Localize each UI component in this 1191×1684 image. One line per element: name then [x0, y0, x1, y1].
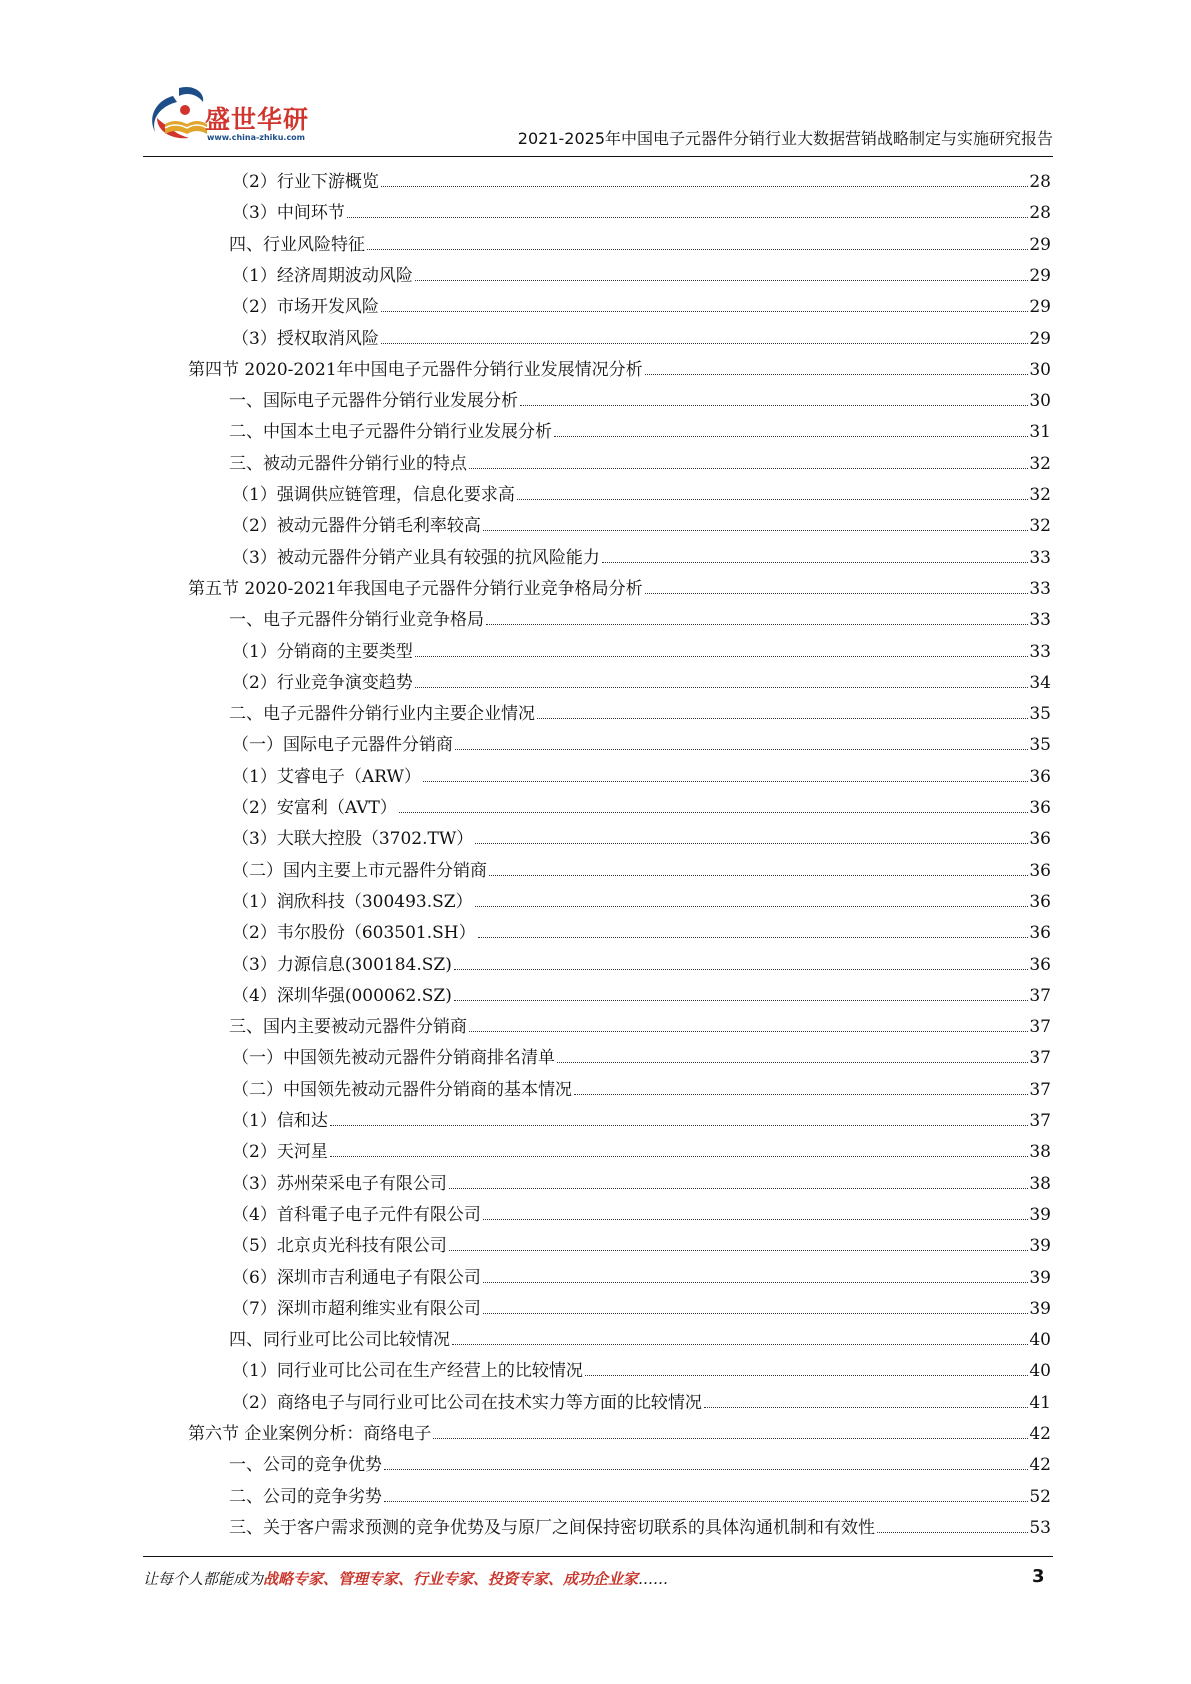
toc-dot-leader — [475, 906, 1029, 907]
toc-entry-page: 39 — [1029, 1236, 1051, 1257]
toc-dot-leader — [486, 624, 1028, 625]
toc-entry-page: 40 — [1029, 1330, 1051, 1351]
toc-entry-page: 53 — [1029, 1517, 1051, 1538]
report-title: 2021-2025年中国电子元器件分销行业大数据营销战略制定与实施研究报告 — [517, 129, 1053, 148]
toc-entry-title: （1）分销商的主要类型 — [232, 641, 413, 662]
toc-dot-leader — [483, 1313, 1029, 1314]
toc-entry-page: 41 — [1029, 1392, 1051, 1413]
toc-entry-title: （1）同行业可比公司在生产经营上的比较情况 — [232, 1361, 583, 1382]
logo-name: 盛世华研 — [205, 105, 310, 134]
toc-entry[interactable] — [232, 1383, 1051, 1414]
toc-dot-leader — [381, 343, 1029, 344]
toc-dot-leader — [877, 1532, 1028, 1533]
toc-dot-leader — [415, 280, 1029, 281]
toc-entry[interactable] — [232, 1195, 1051, 1226]
toc-dot-leader — [449, 1250, 1029, 1251]
toc-entry[interactable] — [232, 256, 1051, 287]
toc-dot-leader — [330, 1125, 1029, 1126]
toc-entry[interactable] — [232, 632, 1051, 663]
toc-dot-leader — [520, 405, 1028, 406]
toc-dot-leader — [489, 875, 1028, 876]
toc-entry[interactable] — [232, 287, 1051, 318]
toc-dot-leader — [554, 436, 1028, 437]
toc-entry-title: （2）被动元器件分销毛利率较高 — [232, 516, 481, 537]
toc-entry-page: 37 — [1029, 1048, 1051, 1069]
toc-entry[interactable] — [229, 694, 1051, 725]
toc-entry[interactable] — [232, 976, 1051, 1007]
toc-entry[interactable] — [229, 225, 1051, 256]
toc-entry-title: 一、电子元器件分销行业竞争格局 — [229, 610, 484, 631]
slogan-highlight: 战略专家、管理专家、行业专家、投资专家、成功企业家 — [263, 1570, 639, 1588]
toc-dot-leader — [645, 374, 1029, 375]
toc-dot-leader — [602, 562, 1029, 563]
toc-entry-title: （3）力源信息(300184.SZ) — [232, 954, 452, 975]
toc-dot-leader — [399, 812, 1028, 813]
toc-entry[interactable] — [232, 1351, 1051, 1382]
toc-entry-page: 39 — [1029, 1298, 1051, 1319]
toc-entry[interactable] — [188, 569, 1051, 600]
toc-dot-leader — [483, 1282, 1029, 1283]
toc-entry[interactable] — [232, 475, 1051, 506]
page-number: 3 — [1032, 1566, 1045, 1587]
toc-entry-page: 36 — [1029, 891, 1051, 912]
toc-dot-leader — [381, 311, 1029, 312]
toc-entry[interactable] — [229, 1508, 1051, 1539]
logo-url: www.china-zhiku.com — [207, 133, 306, 142]
toc-entry-title: （5）北京贞光科技有限公司 — [232, 1236, 447, 1257]
toc-entry-title: （二）中国领先被动元器件分销商的基本情况 — [232, 1079, 572, 1100]
toc-dot-leader — [330, 1156, 1029, 1157]
toc-entry-title: 四、同行业可比公司比较情况 — [229, 1330, 450, 1351]
toc-entry-page: 35 — [1029, 704, 1051, 725]
toc-entry[interactable] — [232, 319, 1051, 350]
toc-entry-title: 第五节 2020-2021年我国电子元器件分销行业竞争格局分析 — [188, 578, 643, 599]
toc-entry-page: 38 — [1029, 1142, 1051, 1163]
toc-dot-leader — [454, 969, 1029, 970]
toc-dot-leader — [449, 1188, 1029, 1189]
toc-entry[interactable] — [229, 1320, 1051, 1351]
toc-entry-page: 36 — [1029, 766, 1051, 787]
toc-entry-title: （7）深圳市超利维实业有限公司 — [232, 1298, 481, 1319]
toc-entry-page: 28 — [1029, 172, 1051, 192]
toc-entry[interactable] — [188, 350, 1051, 381]
toc-dot-leader — [557, 1062, 1028, 1063]
toc-entry-page: 33 — [1029, 578, 1051, 599]
toc-entry-title: （3）授权取消风险 — [232, 328, 379, 349]
toc-entry-title: （1）润欣科技（300493.SZ） — [232, 891, 473, 912]
toc-dot-leader — [381, 186, 1029, 187]
toc-dot-leader — [452, 1344, 1028, 1345]
toc-dot-leader — [367, 249, 1028, 250]
toc-entry[interactable] — [229, 444, 1051, 475]
toc-entry[interactable] — [229, 600, 1051, 631]
toc-entry-title: 第四节 2020-2021年中国电子元器件分销行业发展情况分析 — [188, 359, 643, 380]
toc-entry[interactable] — [232, 1132, 1051, 1163]
toc-dot-leader — [483, 530, 1029, 531]
toc-entry[interactable] — [232, 882, 1051, 913]
toc-dot-leader — [384, 1501, 1028, 1502]
toc-entry[interactable] — [232, 851, 1051, 882]
toc-entry-page: 36 — [1029, 798, 1051, 818]
toc-entry-title: （2）行业竞争演变趋势 — [232, 672, 413, 693]
toc-entry-title: （1）强调供应链管理，信息化要求高 — [232, 485, 515, 505]
toc-entry[interactable] — [232, 913, 1051, 944]
toc-entry[interactable] — [229, 1477, 1051, 1508]
toc-entry-page: 33 — [1029, 610, 1051, 631]
toc-dot-leader — [415, 687, 1029, 688]
toc-entry-page: 36 — [1029, 923, 1051, 944]
toc-entry-title: （2）行业下游概览 — [232, 172, 379, 192]
toc-entry-page: 38 — [1029, 1173, 1051, 1194]
toc-entry-title: （6）深圳市吉利通电子有限公司 — [232, 1267, 481, 1288]
toc-entry[interactable] — [232, 162, 1051, 193]
toc-entry[interactable] — [232, 1289, 1051, 1320]
toc-entry-page: 37 — [1029, 1079, 1051, 1100]
toc-entry-title: （一）中国领先被动元器件分销商排名清单 — [232, 1048, 555, 1069]
toc-entry[interactable] — [232, 788, 1051, 819]
toc-dot-leader — [415, 656, 1029, 657]
toc-dot-leader — [645, 593, 1029, 594]
toc-entry[interactable] — [232, 538, 1051, 569]
toc-entry[interactable] — [232, 1038, 1051, 1069]
toc-entry-page: 31 — [1029, 422, 1051, 443]
toc-entry-page: 34 — [1029, 672, 1051, 693]
toc-entry-title: 第六节 企业案例分析：商络电子 — [188, 1424, 432, 1444]
toc-entry[interactable] — [232, 1164, 1051, 1195]
toc-entry-page: 32 — [1029, 485, 1051, 505]
toc-entry-page: 28 — [1029, 203, 1051, 224]
toc-dot-leader — [433, 1438, 1028, 1439]
toc-entry-title: （1）经济周期波动风险 — [232, 265, 413, 286]
toc-dot-leader — [347, 217, 1029, 218]
toc-entry-title: 一、国际电子元器件分销行业发展分析 — [229, 391, 518, 412]
toc-entry-page: 42 — [1029, 1455, 1051, 1476]
toc-dot-leader — [478, 937, 1029, 938]
footer-divider — [143, 1556, 1053, 1557]
toc-entry[interactable] — [188, 1414, 1051, 1445]
toc-entry[interactable] — [232, 1101, 1051, 1132]
toc-entry-page: 35 — [1029, 735, 1051, 756]
page-header — [0, 0, 1191, 160]
toc-entry-page: 36 — [1029, 954, 1051, 975]
toc-entry-page: 39 — [1029, 1267, 1051, 1288]
toc-entry-title: 二、公司的竞争劣势 — [229, 1486, 382, 1507]
toc-entry[interactable] — [229, 1445, 1051, 1476]
toc-entry[interactable] — [232, 663, 1051, 694]
toc-dot-leader — [454, 1000, 1029, 1001]
toc-entry[interactable] — [232, 506, 1051, 537]
toc-entry-page: 29 — [1029, 328, 1051, 349]
toc-entry-page: 36 — [1029, 829, 1051, 850]
toc-entry-title: （2）商络电子与同行业可比公司在技术实力等方面的比较情况 — [232, 1392, 702, 1413]
header-divider — [143, 156, 1053, 157]
toc-entry-title: （3）中间环节 — [232, 203, 345, 224]
toc-dot-leader — [517, 499, 1029, 500]
toc-entry-title: （1）艾睿电子（ARW） — [232, 766, 421, 787]
toc-entry-title: （3）大联大控股（3702.TW） — [232, 829, 474, 850]
toc-entry-page: 40 — [1029, 1361, 1051, 1382]
toc-entry[interactable] — [229, 412, 1051, 443]
toc-entry-title: 三、被动元器件分销行业的特点 — [229, 453, 467, 474]
toc-dot-leader — [455, 749, 1028, 750]
toc-entry-title: 二、电子元器件分销行业内主要企业情况 — [229, 704, 535, 725]
toc-entry-title: 三、关于客户需求预测的竞争优势及与原厂之间保持密切联系的具体沟通机制和有效性 — [229, 1517, 875, 1538]
toc-dot-leader — [574, 1094, 1028, 1095]
toc-dot-leader — [483, 1219, 1029, 1220]
toc-entry[interactable] — [232, 819, 1051, 850]
toc-entry-title: （4）首科電子电子元件有限公司 — [232, 1204, 481, 1225]
toc-entry-title: （3）苏州荣采电子有限公司 — [232, 1173, 447, 1194]
toc-entry-title: （二）国内主要上市元器件分销商 — [232, 860, 487, 881]
toc-dot-leader — [704, 1407, 1029, 1408]
toc-entry-page: 42 — [1029, 1424, 1051, 1444]
slogan-suffix: …… — [638, 1570, 669, 1588]
toc-entry-title: 三、国内主要被动元器件分销商 — [229, 1017, 467, 1038]
toc-entry-page: 52 — [1029, 1486, 1051, 1507]
toc-entry-title: （2）市场开发风险 — [232, 297, 379, 318]
toc-entry-title: （3）被动元器件分销产业具有较强的抗风险能力 — [232, 547, 600, 568]
toc-entry[interactable] — [229, 381, 1051, 412]
toc-entry-title: （4）深圳华强(000062.SZ) — [232, 985, 452, 1006]
toc-entry-page: 30 — [1029, 391, 1051, 412]
toc-entry-page: 37 — [1029, 985, 1051, 1006]
toc-dot-leader — [475, 843, 1028, 844]
toc-entry-page: 32 — [1029, 453, 1051, 474]
toc-entry-page: 37 — [1029, 1111, 1051, 1131]
toc-entry-page: 29 — [1029, 265, 1051, 286]
toc-dot-leader — [585, 1375, 1029, 1376]
toc-entry-page: 37 — [1029, 1017, 1051, 1038]
footer-slogan — [143, 1568, 668, 1589]
toc-entry-title: （1）信和达 — [232, 1111, 328, 1131]
toc-entry-page: 36 — [1029, 860, 1051, 881]
toc-entry-page: 39 — [1029, 1204, 1051, 1225]
toc-entry[interactable] — [232, 1070, 1051, 1101]
toc-entry-title: （一）国际电子元器件分销商 — [232, 735, 453, 756]
toc-dot-leader — [423, 781, 1028, 782]
toc-entry[interactable] — [232, 757, 1051, 788]
toc-entry[interactable] — [232, 193, 1051, 224]
toc-entry[interactable] — [229, 1007, 1051, 1038]
toc-entry-title: （2）韦尔股份（603501.SH） — [232, 923, 476, 944]
toc-entry-title: 二、中国本土电子元器件分销行业发展分析 — [229, 422, 552, 443]
toc-entry-page: 33 — [1029, 547, 1051, 568]
slogan-prefix: 让每个人都能成为 — [143, 1570, 264, 1588]
toc-entry-title: （2）安富利（AVT） — [232, 798, 397, 818]
toc-dot-leader — [537, 718, 1028, 719]
toc-entry-page: 32 — [1029, 516, 1051, 537]
toc-entry[interactable] — [232, 945, 1051, 976]
toc-entry[interactable] — [232, 725, 1051, 756]
toc-entry[interactable] — [232, 1226, 1051, 1257]
toc-dot-leader — [469, 1031, 1028, 1032]
toc-entry-page: 29 — [1029, 234, 1051, 255]
toc-entry-title: 四、行业风险特征 — [229, 234, 365, 255]
toc-entry-page: 29 — [1029, 297, 1051, 318]
toc-dot-leader — [384, 1469, 1028, 1470]
toc-dot-leader — [469, 468, 1028, 469]
toc-entry[interactable] — [232, 1258, 1051, 1289]
toc-entry-title: 一、公司的竞争优势 — [229, 1455, 382, 1476]
toc-entry-page: 30 — [1029, 359, 1051, 380]
toc-entry-title: （2）天河星 — [232, 1142, 328, 1163]
toc-entry-page: 33 — [1029, 641, 1051, 662]
